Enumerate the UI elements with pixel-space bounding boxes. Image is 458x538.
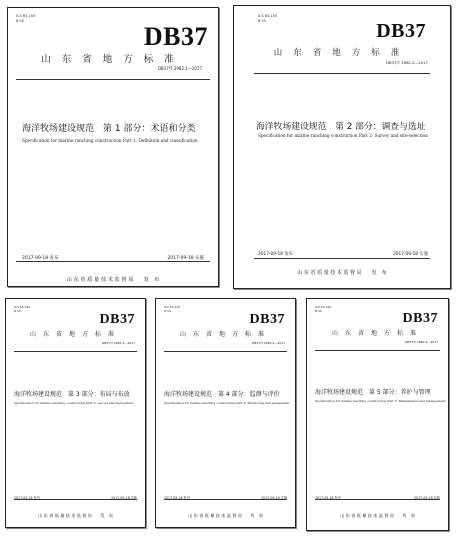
ics-code-block	[315, 305, 331, 313]
document-title-english: Specification for marine ranching construction Part 3: Layout and deployment	[14, 401, 134, 405]
footer-divider	[315, 499, 440, 500]
province-standard-title: 山东省地方标准	[331, 330, 423, 337]
province-standard-title: 山东省地方标准	[273, 48, 411, 58]
document-title-english: Specification for marine ranching construction Part 5: Maintenance and management	[315, 399, 446, 403]
ccs-code: B 50	[315, 309, 322, 313]
standard-cover-part-1	[7, 7, 219, 287]
implement-date: 2017-09-18 实施	[167, 256, 204, 261]
release-date: 2017-09-18 发布	[164, 496, 190, 500]
ics-code-block	[164, 305, 180, 313]
db37-logo: DB37	[402, 311, 438, 326]
db37-logo: DB37	[249, 312, 285, 327]
footer-divider	[16, 261, 210, 262]
header-divider	[14, 351, 137, 352]
db37-logo: DB37	[99, 312, 135, 327]
ccs-code: B 50	[16, 18, 24, 23]
header-divider	[315, 350, 440, 351]
footer-divider	[254, 258, 430, 259]
ics-code: ICS 65.150	[258, 14, 278, 18]
implement-date: 2017-09-18 实施	[393, 252, 428, 257]
ics-code: ICS 65.150	[315, 305, 332, 309]
document-title-english: Specification for marine ranching construction Part 2: Survey and site-selection	[258, 133, 428, 138]
header-divider	[16, 79, 210, 80]
release-date: 2017-09-18 发布	[14, 496, 40, 500]
province-standard-title: 山东省地方标准	[179, 331, 271, 338]
ccs-code: B 50	[258, 18, 266, 23]
standard-cover-part-4	[155, 298, 296, 528]
header-divider	[254, 73, 430, 74]
document-title: 海洋牧场建设规范 第 1 部分：术语和分类	[22, 124, 196, 134]
issuing-authority: 山 东 省 质 量 技 术 监 督 局 发 布	[297, 270, 387, 276]
implement-date: 2017-09-18 实施	[111, 496, 137, 500]
ics-code-block	[16, 14, 35, 23]
standard-code: DB37/T 2982.2—2017	[386, 60, 428, 65]
footer-divider	[14, 499, 137, 500]
release-date: 2017-09-18 发布	[22, 256, 59, 261]
document-title: 海洋牧场建设规范 第 5 部分：养护与管理	[315, 389, 431, 396]
ics-code-block	[258, 14, 277, 23]
implement-date: 2017-09-18 实施	[414, 496, 440, 500]
footer-divider	[164, 499, 287, 500]
standard-cover-part-2	[233, 5, 451, 289]
issuing-authority: 山 东 省 质 量 技 术 监 督 局 发 布	[66, 277, 160, 283]
province-standard-title: 山东省地方标准	[41, 54, 185, 65]
standard-code: DB37/T 2982.1—2017	[157, 66, 202, 71]
document-title: 海洋牧场建设规范 第 2 部分：调查与选址	[256, 122, 426, 132]
ics-code: ICS 65.150	[164, 305, 181, 309]
release-date: 2017-09-18 发布	[258, 252, 293, 257]
standard-cover-part-3	[5, 298, 146, 528]
issuing-authority: 山 东 省 质 量 技 术 监 督 局 发 布	[188, 513, 263, 518]
header-divider	[164, 351, 287, 352]
province-standard-title: 山东省地方标准	[29, 331, 121, 338]
standard-cover-part-5	[306, 298, 449, 531]
document-title: 海洋牧场建设规范 第 3 部分：布局与布放	[14, 391, 130, 398]
ccs-code: B 50	[14, 309, 21, 313]
issuing-authority: 山 东 省 质 量 技 术 监 督 局 发 布	[38, 513, 113, 518]
document-title-english: Specification for marine ranching construction Part 1: Definition and classification	[22, 138, 198, 143]
document-title: 海洋牧场建设规范 第 4 部分：监测与评价	[164, 391, 280, 398]
ics-code: ICS 65.150	[14, 305, 31, 309]
release-date: 2017-09-18 发布	[315, 496, 341, 500]
ccs-code: B 50	[164, 309, 171, 313]
document-title-english: Specification for marine ranching construction Part 4: Monitoring and assessment	[164, 401, 290, 405]
db37-logo: DB37	[143, 22, 208, 51]
db37-logo: DB37	[376, 20, 426, 42]
ics-code: ICS 65.150	[16, 14, 36, 18]
standard-code: DB37/T 2982.3—2017	[101, 341, 135, 345]
standard-code: DB37/T 2982.4—2017	[251, 341, 285, 345]
ics-code-block	[14, 305, 30, 313]
issuing-authority: 山 东 省 质 量 技 术 监 督 局 发 布	[340, 513, 415, 518]
standard-code: DB37/T 2982.5—2017	[404, 340, 438, 344]
implement-date: 2017-09-18 实施	[261, 496, 287, 500]
